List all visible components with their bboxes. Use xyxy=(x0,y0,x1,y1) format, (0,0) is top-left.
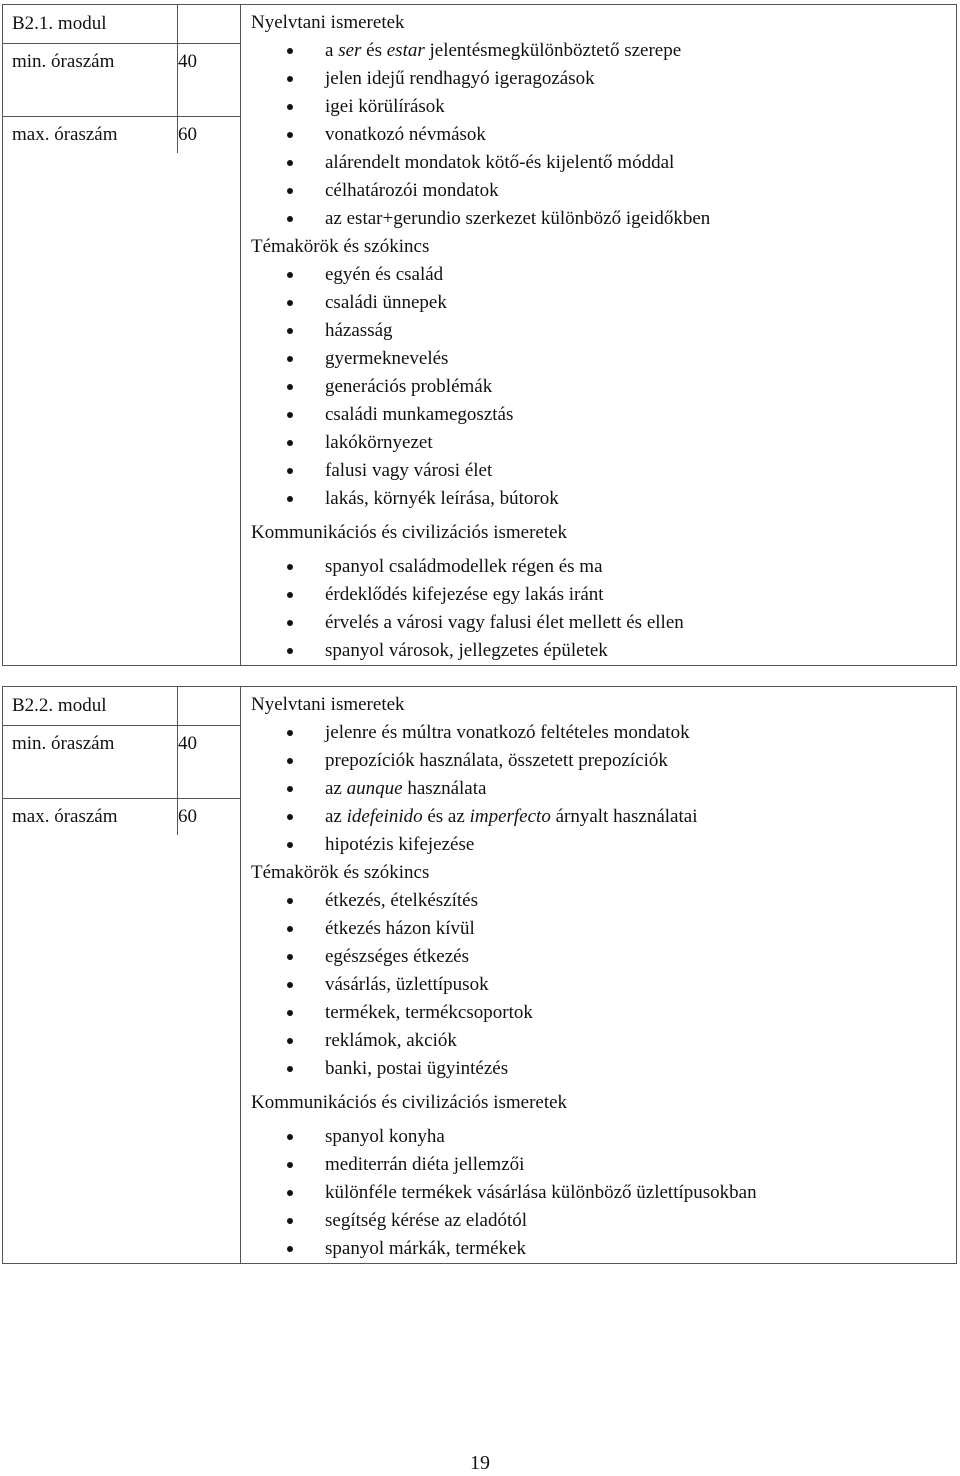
list-item: a ser és estar jelentésmegkülönböztető szerepe xyxy=(251,37,956,65)
list-item: spanyol családmodellek régen és ma xyxy=(251,553,956,581)
topics-list xyxy=(251,261,956,513)
topics-list xyxy=(251,887,956,1083)
list-item: gyermeknevelés xyxy=(251,345,956,373)
page-number: 19 xyxy=(470,1452,490,1474)
list-item: családi ünnepek xyxy=(251,289,956,317)
min-hours-label: min. óraszám xyxy=(3,726,178,763)
list-item: családi munkamegosztás xyxy=(251,401,956,429)
list-item: lakókörnyezet xyxy=(251,429,956,457)
module-meta-cell xyxy=(3,687,241,1264)
grammar-list xyxy=(251,37,956,233)
list-item: az estar+gerundio szerkezet különböző igeidőkben xyxy=(251,205,956,233)
list-item: érvelés a városi vagy falusi élet mellett és ellen xyxy=(251,609,956,637)
list-item: egészséges étkezés xyxy=(251,943,956,971)
list-item: segítség kérése az eladótól xyxy=(251,1207,956,1235)
list-item: hipotézis kifejezése xyxy=(251,831,956,859)
list-item: spanyol márkák, termékek xyxy=(251,1235,956,1263)
module-table-b2-2 xyxy=(2,686,957,1264)
list-item: spanyol városok, jellegzetes épületek xyxy=(251,637,956,665)
max-hours-value: 60 xyxy=(178,799,241,836)
list-item: spanyol konyha xyxy=(251,1123,956,1151)
list-item: reklámok, akciók xyxy=(251,1027,956,1055)
topics-heading: Témakörök és szókincs xyxy=(251,862,430,883)
list-item: vonatkozó névmások xyxy=(251,121,956,149)
list-item: egyén és család xyxy=(251,261,956,289)
list-item: mediterrán diéta jellemzői xyxy=(251,1151,956,1179)
communication-list xyxy=(251,553,956,665)
module-meta-cell xyxy=(3,5,241,666)
module-code: B2.2. modul xyxy=(3,687,178,726)
list-item: igei körülírások xyxy=(251,93,956,121)
communication-list xyxy=(251,1123,956,1263)
module-table-b2-1 xyxy=(2,4,957,666)
grammar-heading: Nyelvtani ismeretek xyxy=(251,694,405,715)
min-hours-label: min. óraszám xyxy=(3,44,178,81)
list-item: alárendelt mondatok kötő-és kijelentő móddal xyxy=(251,149,956,177)
list-item: étkezés házon kívül xyxy=(251,915,956,943)
list-item: banki, postai ügyintézés xyxy=(251,1055,956,1083)
min-hours-value: 40 xyxy=(178,726,241,763)
list-item: termékek, termékcsoportok xyxy=(251,999,956,1027)
module-content-cell xyxy=(241,5,957,666)
list-item: étkezés, ételkészítés xyxy=(251,887,956,915)
list-item: lakás, környék leírása, bútorok xyxy=(251,485,956,513)
min-hours-value: 40 xyxy=(178,44,241,81)
grammar-list xyxy=(251,719,956,859)
module-code: B2.1. modul xyxy=(3,5,178,44)
list-item: falusi vagy városi élet xyxy=(251,457,956,485)
list-item: jelen idejű rendhagyó igeragozások xyxy=(251,65,956,93)
communication-heading: Kommunikációs és civilizációs ismeretek xyxy=(251,522,568,543)
list-item: különféle termékek vásárlása különböző üzlettípusokban xyxy=(251,1179,956,1207)
list-item: érdeklődés kifejezése egy lakás iránt xyxy=(251,581,956,609)
max-hours-value: 60 xyxy=(178,117,241,154)
communication-heading: Kommunikációs és civilizációs ismeretek xyxy=(251,1092,568,1113)
max-hours-label: max. óraszám xyxy=(3,799,178,836)
list-item: az idefeinido és az imperfecto árnyalt használatai xyxy=(251,803,956,831)
list-item: jelenre és múltra vonatkozó feltételes mondatok xyxy=(251,719,956,747)
list-item: vásárlás, üzlettípusok xyxy=(251,971,956,999)
list-item: házasság xyxy=(251,317,956,345)
list-item: prepozíciók használata, összetett prepozíciók xyxy=(251,747,956,775)
list-item: az aunque használata xyxy=(251,775,956,803)
list-item: generációs problémák xyxy=(251,373,956,401)
module-content-cell xyxy=(241,687,957,1264)
topics-heading: Témakörök és szókincs xyxy=(251,236,430,257)
grammar-heading: Nyelvtani ismeretek xyxy=(251,12,405,33)
max-hours-label: max. óraszám xyxy=(3,117,178,154)
list-item: célhatározói mondatok xyxy=(251,177,956,205)
